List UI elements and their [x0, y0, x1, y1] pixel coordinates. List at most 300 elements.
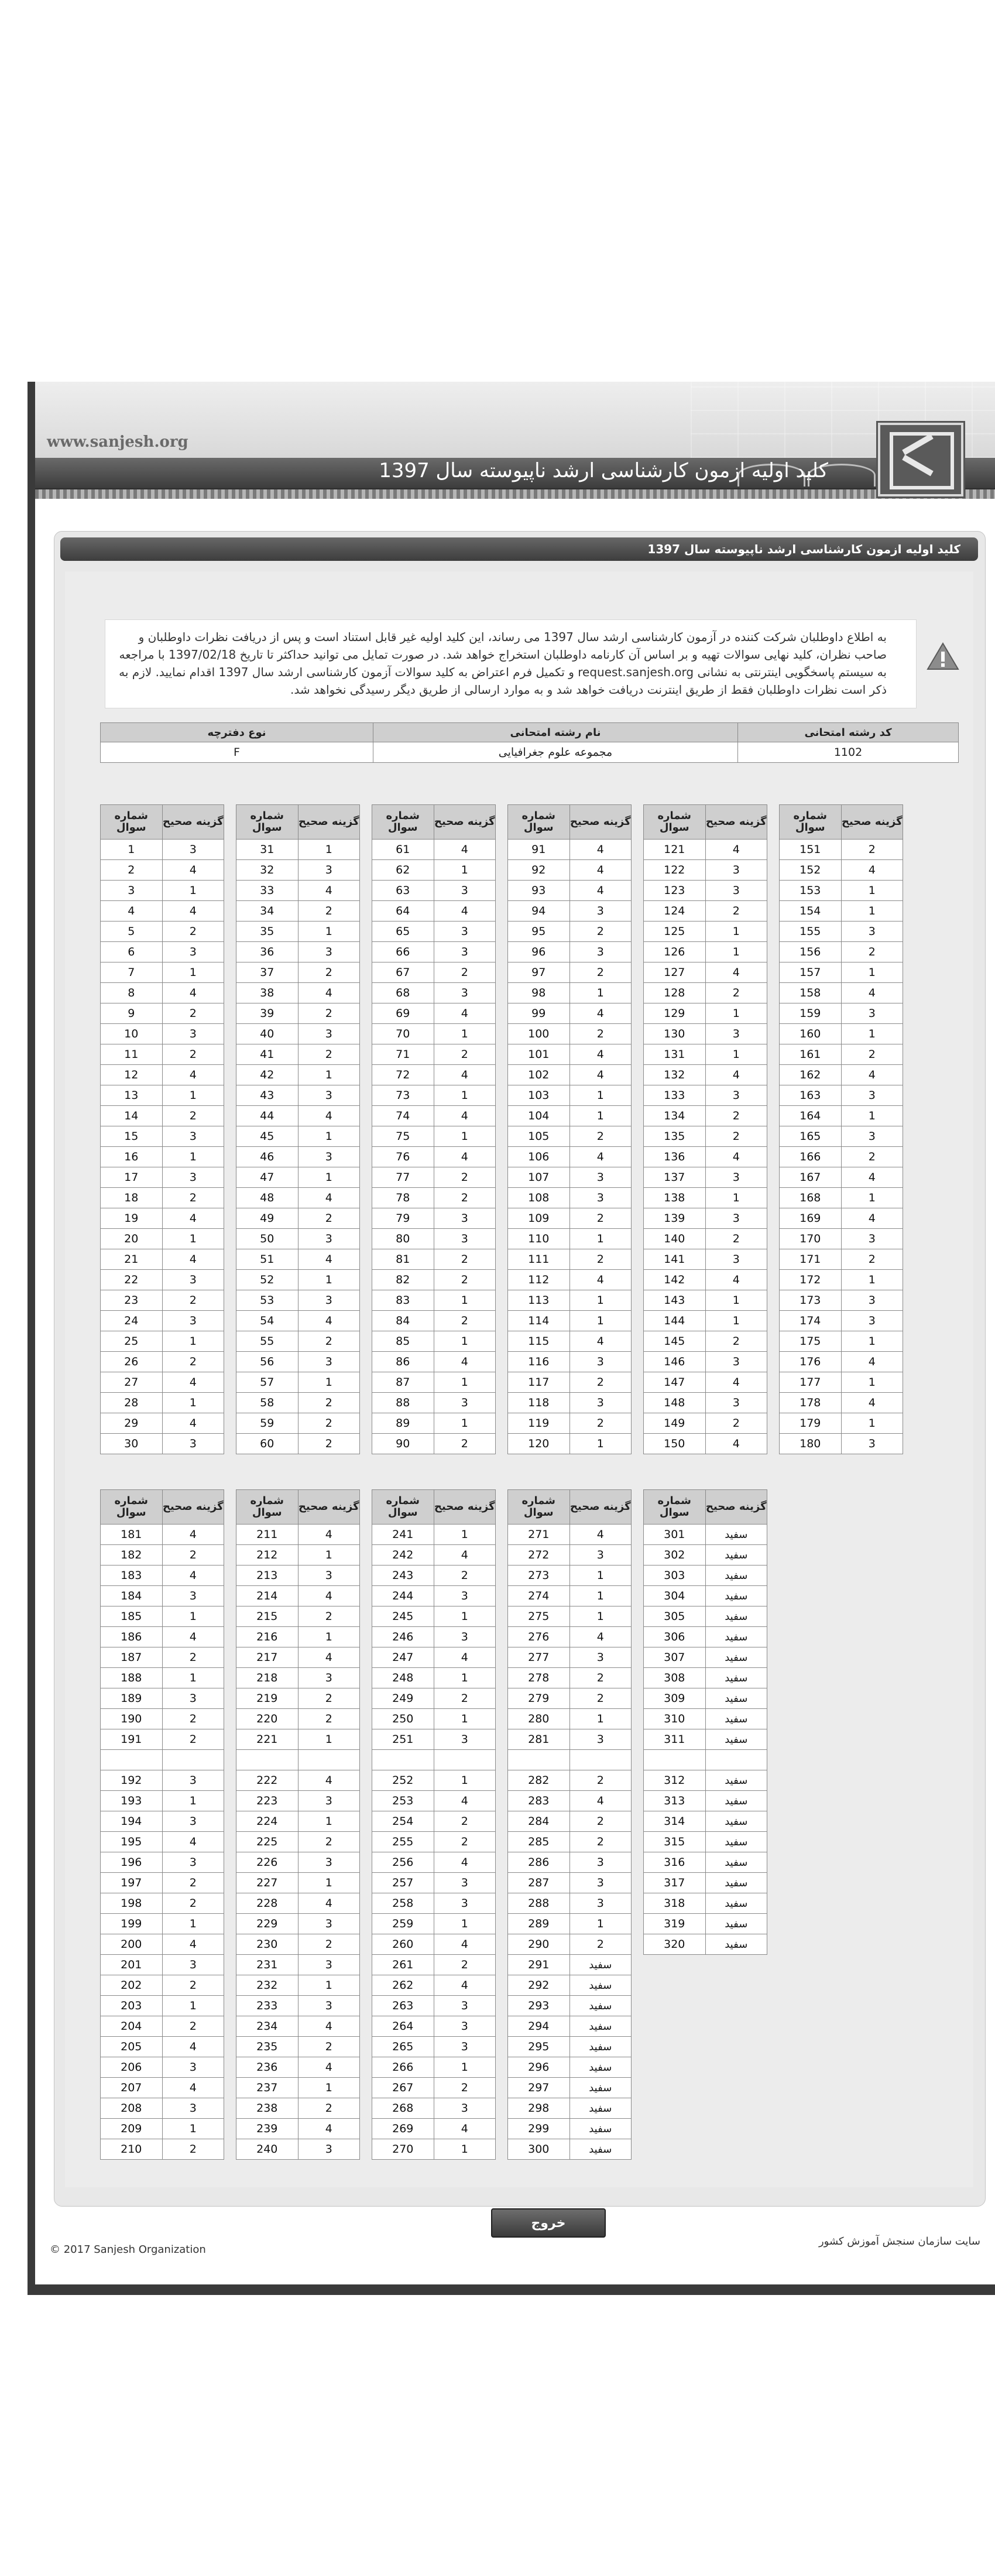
table-row	[101, 1852, 224, 1873]
question-number: 118	[508, 1393, 570, 1413]
question-number: 53	[236, 1290, 298, 1311]
question-number: 51	[236, 1249, 298, 1270]
correct-answer: 1	[434, 1290, 496, 1311]
table-row	[644, 1729, 767, 1750]
correct-answer: 4	[434, 1352, 496, 1372]
question-number: 105	[508, 1126, 570, 1147]
question-number: 8	[101, 983, 163, 1003]
correct-answer: 2	[434, 1167, 496, 1188]
correct-answer: 4	[298, 1647, 360, 1668]
table-row	[236, 2037, 360, 2057]
correct-answer: 3	[434, 2016, 496, 2037]
question-number: 303	[644, 1566, 706, 1586]
question-number: 254	[372, 1811, 434, 1832]
table-row	[236, 1627, 360, 1647]
correct-answer: 4	[705, 1434, 767, 1454]
question-number: 122	[644, 860, 706, 881]
correct-answer: 2	[569, 1208, 632, 1229]
question-number: 36	[236, 942, 298, 962]
correct-answer: 2	[298, 1688, 360, 1709]
correct-answer: 2	[434, 1832, 496, 1852]
question-number: 260	[372, 1934, 434, 1955]
question-number: 106	[508, 1147, 570, 1167]
column-header-correct-answer: گزینه صحیح	[569, 1490, 632, 1525]
table-row	[508, 1434, 632, 1454]
correct-answer: 4	[298, 2119, 360, 2139]
header-ornament-strip	[35, 488, 995, 499]
correct-answer: 3	[298, 1229, 360, 1249]
question-number: 312	[644, 1770, 706, 1791]
table-row	[236, 1372, 360, 1393]
table-row	[372, 1434, 496, 1454]
question-number: 29	[101, 1413, 163, 1434]
table-row	[644, 1413, 767, 1434]
correct-answer: 3	[434, 1996, 496, 2016]
site-url[interactable]: www.sanjesh.org	[47, 433, 188, 451]
question-number: 203	[101, 1996, 163, 2016]
table-row	[780, 1331, 903, 1352]
correct-answer: 1	[434, 1085, 496, 1106]
correct-answer: 2	[569, 1413, 632, 1434]
question-number: 103	[508, 1085, 570, 1106]
table-row	[236, 2119, 360, 2139]
question-number: 281	[508, 1729, 570, 1750]
question-number: 301	[644, 1525, 706, 1545]
table-row	[508, 2016, 632, 2037]
question-number: 10	[101, 1024, 163, 1044]
correct-answer: 3	[705, 1024, 767, 1044]
table-row	[508, 1352, 632, 1372]
table-row	[372, 1188, 496, 1208]
question-number: 171	[780, 1249, 842, 1270]
correct-answer: 3	[569, 901, 632, 922]
table-row	[644, 1085, 767, 1106]
correct-answer: 1	[434, 2139, 496, 2160]
table-row	[101, 2139, 224, 2160]
table-row	[644, 1934, 767, 1955]
question-number: 34	[236, 901, 298, 922]
table-row	[236, 1770, 360, 1791]
table-row	[372, 1106, 496, 1126]
question-number: 307	[644, 1647, 706, 1668]
table-row	[644, 1893, 767, 1914]
question-number: 72	[372, 1065, 434, 1085]
question-number: 69	[372, 1003, 434, 1024]
correct-answer: 1	[841, 1270, 903, 1290]
question-number: 204	[101, 2016, 163, 2037]
correct-answer: 4	[841, 1065, 903, 1085]
table-row	[236, 1003, 360, 1024]
correct-answer: 3	[162, 1688, 224, 1709]
correct-answer: 4	[705, 962, 767, 983]
table-row	[372, 1668, 496, 1688]
correct-answer: 3	[298, 1791, 360, 1811]
question-number: 160	[780, 1024, 842, 1044]
table-row	[372, 1413, 496, 1434]
question-number: 269	[372, 2119, 434, 2139]
correct-answer: 2	[569, 1126, 632, 1147]
column-header-correct-answer: گزینه صحیح	[162, 1490, 224, 1525]
question-number: 5	[101, 922, 163, 942]
correct-answer: 1	[434, 1126, 496, 1147]
question-number: 61	[372, 840, 434, 860]
exam-info-table	[100, 722, 959, 763]
correct-answer: 3	[569, 1167, 632, 1188]
correct-answer: سفید	[705, 1934, 767, 1955]
question-number: 195	[101, 1832, 163, 1852]
correct-answer: 4	[569, 1525, 632, 1545]
table-row	[236, 901, 360, 922]
question-number: 256	[372, 1852, 434, 1873]
question-number: 138	[644, 1188, 706, 1208]
correct-answer: سفید	[569, 2098, 632, 2119]
correct-answer: 3	[298, 942, 360, 962]
table-row	[372, 2016, 496, 2037]
correct-answer: سفید	[705, 1791, 767, 1811]
correct-answer: 4	[162, 901, 224, 922]
correct-answer: 3	[705, 1085, 767, 1106]
correct-answer: 3	[434, 2037, 496, 2057]
question-number: 252	[372, 1770, 434, 1791]
correct-answer: 4	[298, 1188, 360, 1208]
correct-answer: 3	[705, 1352, 767, 1372]
correct-answer: 2	[569, 1249, 632, 1270]
question-number: 245	[372, 1606, 434, 1627]
question-number: 109	[508, 1208, 570, 1229]
table-row	[236, 1434, 360, 1454]
table-row	[236, 1147, 360, 1167]
table-row	[508, 1606, 632, 1627]
table-row	[644, 1167, 767, 1188]
table-row	[508, 1586, 632, 1606]
table-row	[508, 1668, 632, 1688]
table-row	[508, 1955, 632, 1975]
answer-key-table	[236, 804, 360, 1454]
correct-answer: 2	[298, 901, 360, 922]
correct-answer: 1	[841, 1413, 903, 1434]
panel-body	[65, 571, 973, 2231]
correct-answer: 2	[841, 840, 903, 860]
table-row	[101, 1208, 224, 1229]
correct-answer: 3	[162, 1270, 224, 1290]
question-number: 67	[372, 962, 434, 983]
question-number: 59	[236, 1413, 298, 1434]
table-row	[101, 860, 224, 881]
correct-answer: 2	[705, 901, 767, 922]
table-row	[101, 1352, 224, 1372]
table-row	[236, 2098, 360, 2119]
table-row	[101, 1647, 224, 1668]
table-row	[101, 1586, 224, 1606]
table-row	[644, 1647, 767, 1668]
table-row	[644, 1024, 767, 1044]
table-row	[236, 1024, 360, 1044]
question-number: 14	[101, 1106, 163, 1126]
question-number: 231	[236, 1955, 298, 1975]
question-number: 319	[644, 1914, 706, 1934]
table-row	[236, 942, 360, 962]
table-row	[508, 922, 632, 942]
question-number: 182	[101, 1545, 163, 1566]
question-number: 191	[101, 1729, 163, 1750]
correct-answer: 3	[162, 1852, 224, 1873]
table-row	[780, 1413, 903, 1434]
empty-cell	[236, 1750, 298, 1770]
correct-answer: 3	[298, 1668, 360, 1688]
correct-answer: 1	[705, 1003, 767, 1024]
correct-answer: 4	[569, 1331, 632, 1352]
table-row	[101, 1873, 224, 1893]
correct-answer: 1	[162, 1668, 224, 1688]
correct-answer: 1	[298, 1729, 360, 1750]
correct-answer: 1	[705, 942, 767, 962]
table-row	[372, 1208, 496, 1229]
question-number: 123	[644, 881, 706, 901]
correct-answer: 2	[162, 1290, 224, 1311]
correct-answer: 1	[162, 1085, 224, 1106]
table-row-gap	[101, 1750, 224, 1770]
correct-answer: 3	[298, 1566, 360, 1586]
correct-answer: 2	[162, 1545, 224, 1566]
table-row	[372, 1627, 496, 1647]
question-number: 80	[372, 1229, 434, 1249]
correct-answer: سفید	[705, 1811, 767, 1832]
table-row	[780, 1208, 903, 1229]
correct-answer: 1	[434, 1606, 496, 1627]
question-number: 222	[236, 1770, 298, 1791]
table-row	[508, 1525, 632, 1545]
question-number: 102	[508, 1065, 570, 1085]
correct-answer: 2	[434, 1270, 496, 1290]
table-row	[508, 1811, 632, 1832]
table-row	[236, 1791, 360, 1811]
question-number: 253	[372, 1791, 434, 1811]
table-row	[372, 860, 496, 881]
correct-answer: سفید	[705, 1709, 767, 1729]
correct-answer: سفید	[705, 1729, 767, 1750]
table-row	[508, 1270, 632, 1290]
question-number: 156	[780, 942, 842, 962]
table-row-gap	[644, 1750, 767, 1770]
table-row	[508, 1372, 632, 1393]
table-row	[236, 2057, 360, 2078]
correct-answer: 3	[162, 1586, 224, 1606]
question-number: 280	[508, 1709, 570, 1729]
footer-org-link[interactable]: سایت سازمان سنجش آموزش کشور	[818, 2235, 980, 2248]
correct-answer: سفید	[705, 1852, 767, 1873]
table-row	[644, 1811, 767, 1832]
column-header-correct-answer: گزینه صحیح	[705, 1490, 767, 1525]
table-row	[508, 1331, 632, 1352]
info-header-booklet: نوع دفترچه	[101, 723, 373, 742]
correct-answer: 3	[705, 881, 767, 901]
correct-answer: 4	[162, 1627, 224, 1647]
question-number: 126	[644, 942, 706, 962]
question-number: 148	[644, 1393, 706, 1413]
question-number: 272	[508, 1545, 570, 1566]
table-row	[780, 1311, 903, 1331]
question-number: 140	[644, 1229, 706, 1249]
question-number: 243	[372, 1566, 434, 1586]
correct-answer: 3	[841, 1126, 903, 1147]
table-row	[372, 1352, 496, 1372]
table-row	[372, 962, 496, 983]
question-number: 240	[236, 2139, 298, 2160]
correct-answer: 4	[298, 1311, 360, 1331]
question-number: 189	[101, 1688, 163, 1709]
correct-answer: 2	[705, 1106, 767, 1126]
question-number: 306	[644, 1627, 706, 1647]
question-number: 247	[372, 1647, 434, 1668]
correct-answer: 3	[298, 1147, 360, 1167]
table-row	[372, 1331, 496, 1352]
table-row	[644, 1586, 767, 1606]
correct-answer: 3	[162, 1434, 224, 1454]
question-number: 258	[372, 1893, 434, 1914]
correct-answer: 1	[841, 962, 903, 983]
correct-answer: 2	[705, 1229, 767, 1249]
question-number: 238	[236, 2098, 298, 2119]
table-row	[236, 2016, 360, 2037]
table-row-gap	[508, 1750, 632, 1770]
question-number: 41	[236, 1044, 298, 1065]
question-number: 58	[236, 1393, 298, 1413]
table-row	[101, 1688, 224, 1709]
question-number: 152	[780, 860, 842, 881]
correct-answer: 4	[569, 1044, 632, 1065]
correct-answer: 4	[569, 1147, 632, 1167]
question-number: 246	[372, 1627, 434, 1647]
correct-answer: 2	[298, 1434, 360, 1454]
question-number: 115	[508, 1331, 570, 1352]
question-number: 227	[236, 1873, 298, 1893]
table-row	[236, 1729, 360, 1750]
question-number: 221	[236, 1729, 298, 1750]
correct-answer: 4	[569, 840, 632, 860]
correct-answer: 1	[162, 962, 224, 983]
correct-answer: 4	[705, 1270, 767, 1290]
question-number: 31	[236, 840, 298, 860]
correct-answer: 4	[298, 1106, 360, 1126]
table-row	[508, 1934, 632, 1955]
exit-button[interactable]: خروج	[491, 2208, 606, 2238]
correct-answer: 3	[298, 1996, 360, 2016]
column-header-correct-answer: گزینه صحیح	[841, 805, 903, 840]
correct-answer: 1	[162, 1791, 224, 1811]
table-row	[101, 840, 224, 860]
question-number: 86	[372, 1352, 434, 1372]
column-header-question-number: شماره سوال	[236, 805, 298, 840]
correct-answer: 4	[162, 2037, 224, 2057]
correct-answer: 4	[162, 1934, 224, 1955]
table-row	[101, 1893, 224, 1914]
question-number: 190	[101, 1709, 163, 1729]
correct-answer: 4	[162, 2078, 224, 2098]
table-row	[780, 1352, 903, 1372]
question-number: 146	[644, 1352, 706, 1372]
table-row	[236, 860, 360, 881]
table-row	[101, 1668, 224, 1688]
table-row	[101, 1044, 224, 1065]
table-row	[644, 1147, 767, 1167]
table-row	[508, 1688, 632, 1709]
question-number: 297	[508, 2078, 570, 2098]
question-number: 266	[372, 2057, 434, 2078]
correct-answer: 3	[434, 1729, 496, 1750]
correct-answer: 2	[569, 1372, 632, 1393]
answer-key-table	[507, 804, 632, 1454]
question-number: 199	[101, 1914, 163, 1934]
table-row	[644, 1044, 767, 1065]
table-row	[101, 1085, 224, 1106]
table-row	[644, 1372, 767, 1393]
correct-answer: 3	[569, 1393, 632, 1413]
table-row	[644, 1208, 767, 1229]
question-number: 275	[508, 1606, 570, 1627]
correct-answer: سفید	[705, 1566, 767, 1586]
question-number: 18	[101, 1188, 163, 1208]
correct-answer: 1	[162, 1229, 224, 1249]
correct-answer: 4	[162, 1832, 224, 1852]
correct-answer: 1	[569, 1290, 632, 1311]
question-number: 217	[236, 1647, 298, 1668]
content-panel	[54, 531, 986, 2231]
question-number: 267	[372, 2078, 434, 2098]
table-row	[372, 1832, 496, 1852]
question-number: 87	[372, 1372, 434, 1393]
question-number: 165	[780, 1126, 842, 1147]
correct-answer: 3	[162, 1811, 224, 1832]
table-row	[236, 1709, 360, 1729]
table-row	[236, 922, 360, 942]
table-row	[780, 1024, 903, 1044]
correct-answer: 1	[841, 1331, 903, 1352]
question-number: 77	[372, 1167, 434, 1188]
correct-answer: 2	[162, 1709, 224, 1729]
table-row	[372, 1311, 496, 1331]
question-number: 62	[372, 860, 434, 881]
correct-answer: 3	[841, 1290, 903, 1311]
empty-cell	[298, 1750, 360, 1770]
table-row	[508, 1770, 632, 1791]
table-row	[508, 1852, 632, 1873]
table-row	[236, 1955, 360, 1975]
question-number: 83	[372, 1290, 434, 1311]
correct-answer: 3	[705, 1208, 767, 1229]
question-number: 37	[236, 962, 298, 983]
table-row	[508, 1208, 632, 1229]
question-number: 161	[780, 1044, 842, 1065]
question-number: 44	[236, 1106, 298, 1126]
correct-answer: 3	[841, 1229, 903, 1249]
question-number: 16	[101, 1147, 163, 1167]
correct-answer: 4	[841, 1167, 903, 1188]
table-row	[101, 1413, 224, 1434]
table-row	[508, 840, 632, 860]
table-row	[101, 1270, 224, 1290]
table-row	[372, 2037, 496, 2057]
table-row	[236, 1065, 360, 1085]
table-row	[644, 1249, 767, 1270]
correct-answer: 3	[298, 2139, 360, 2160]
table-row	[372, 2119, 496, 2139]
correct-answer: سفید	[569, 2119, 632, 2139]
question-number: 295	[508, 2037, 570, 2057]
question-number: 302	[644, 1545, 706, 1566]
question-number: 188	[101, 1668, 163, 1688]
table-row	[101, 2016, 224, 2037]
table-row	[236, 1914, 360, 1934]
